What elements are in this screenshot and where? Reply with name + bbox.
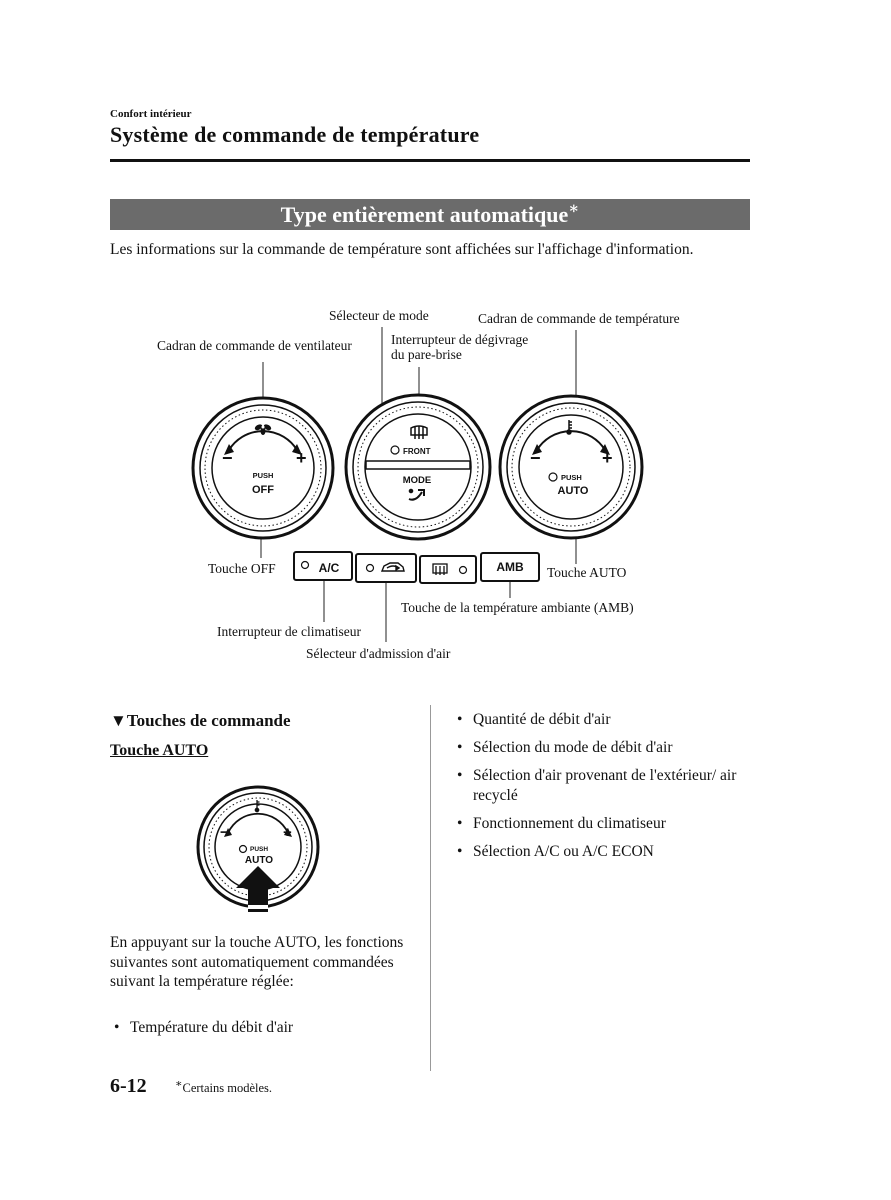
label-amb-button: Touche de la température ambiante (AMB) <box>401 600 634 615</box>
section-label: Confort intérieur <box>110 108 192 120</box>
auto-indicator <box>549 473 557 481</box>
bullet-glyph: • <box>457 739 463 756</box>
list-item: • Température du débit d'air <box>114 1019 294 1036</box>
fan-minus: − <box>222 448 233 468</box>
label-ac-switch: Interrupteur de climatiseur <box>217 624 361 639</box>
front-label: FRONT <box>403 447 431 456</box>
triangle-icon: ▼ <box>110 711 127 730</box>
footnote <box>175 1077 273 1096</box>
list-item: • Quantité de débit d'air <box>457 711 611 728</box>
bullet-glyph: • <box>457 814 463 832</box>
front-indicator <box>391 446 399 454</box>
small-minus: − <box>220 824 229 841</box>
auto-description: En appuyant sur la touche AUTO, les fonctions suivantes sont automatiquement commandées suivant la température réglée: <box>110 934 404 990</box>
section-heading-text: Touches de commande <box>126 711 291 730</box>
list-item: • Sélection d'air provenant de l'extérieur/ air recyclé <box>457 767 737 804</box>
small-plus: + <box>283 824 292 841</box>
small-push-label: PUSH <box>250 846 269 853</box>
section-heading-controls <box>110 711 291 731</box>
mode-dial[interactable] <box>346 395 490 539</box>
label-defrost-line2: du pare-brise <box>391 347 462 362</box>
bullet-glyph: • <box>114 1019 120 1036</box>
off-label: OFF <box>252 484 274 496</box>
bullet-glyph: • <box>457 711 463 728</box>
temperature-dial[interactable] <box>500 396 642 538</box>
temp-minus: − <box>530 448 541 468</box>
ac-label: A/C <box>318 561 340 575</box>
auto-button-heading: Touche AUTO <box>110 742 209 759</box>
page-number: 6-12 <box>110 1075 147 1097</box>
bullet-glyph: • <box>457 842 463 860</box>
fan-push-label: PUSH <box>252 471 274 480</box>
label-temp-dial: Cadran de commande de température <box>478 311 680 326</box>
intro-text: Les informations sur la commande de température sont affichées sur l'affichage d'information. <box>110 241 694 258</box>
temp-plus: + <box>602 448 613 468</box>
left-bullet-list <box>112 1018 422 1046</box>
label-defrost-line1: Interrupteur de dégivrage <box>391 332 529 347</box>
fan-dial[interactable] <box>193 398 333 538</box>
footnote-text: Certains modèles. <box>182 1081 273 1095</box>
footnote-star: ∗ <box>175 1077 183 1090</box>
amb-label: AMB <box>496 560 524 574</box>
label-fan-dial: Cadran de commande de ventilateur <box>157 338 352 353</box>
list-item: • Fonctionnement du climatiseur <box>457 814 666 832</box>
temp-push-label: PUSH <box>561 473 582 482</box>
rear-defrost-button[interactable] <box>420 556 476 583</box>
column-divider <box>430 705 431 1071</box>
banner-star: ∗ <box>568 200 580 218</box>
banner-title: Type entièrement automatique <box>280 202 569 227</box>
label-auto-button: Touche AUTO <box>547 565 627 580</box>
right-bullet-list <box>455 710 765 870</box>
page-title: Système de commande de température <box>110 122 480 147</box>
bullet-glyph: • <box>457 767 463 784</box>
mode-label: MODE <box>402 475 432 486</box>
label-mode-selector: Sélecteur de mode <box>329 308 429 323</box>
label-off-button: Touche OFF <box>208 561 276 576</box>
small-auto-label: AUTO <box>244 855 274 866</box>
auto-label: AUTO <box>557 485 589 497</box>
list-item: • Sélection du mode de débit d'air <box>457 739 673 756</box>
list-item: • Sélection A/C ou A/C ECON <box>457 842 654 860</box>
label-air-intake: Sélecteur d'admission d'air <box>306 646 451 661</box>
fan-plus: + <box>296 448 307 468</box>
air-intake-button[interactable] <box>356 554 416 582</box>
